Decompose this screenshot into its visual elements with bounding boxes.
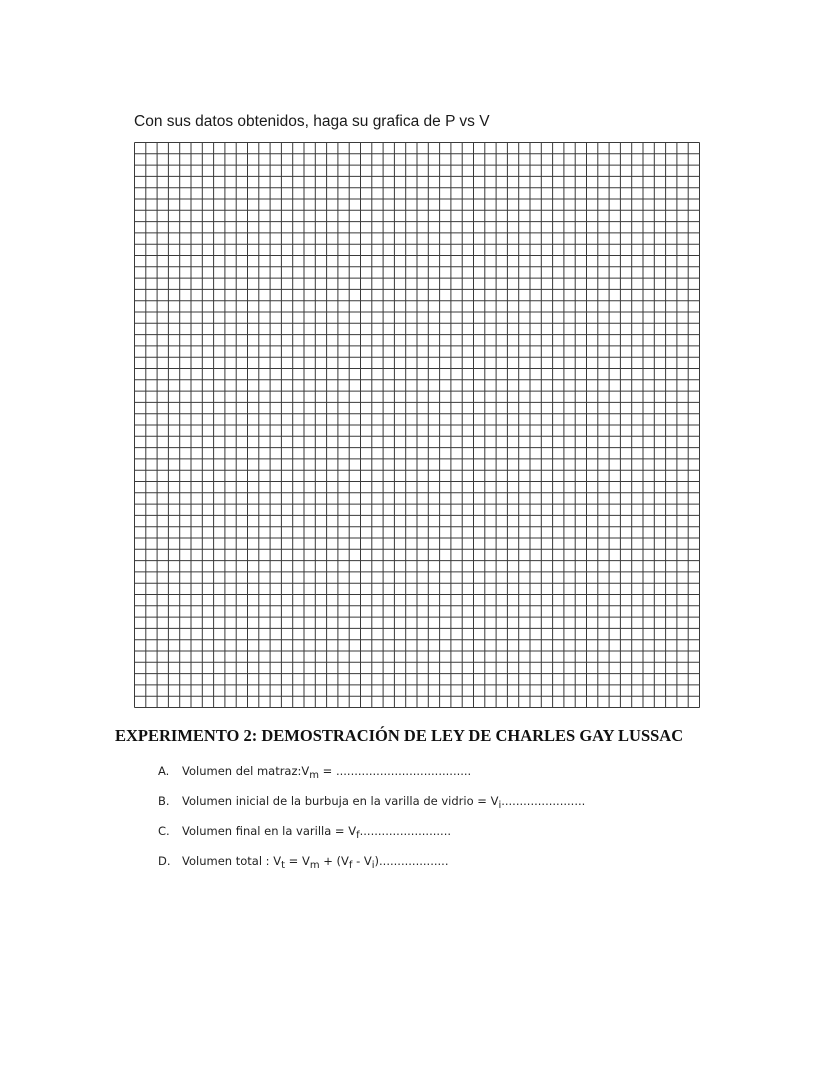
item-d-part: + (V — [319, 854, 349, 868]
item-c-suffix: ......................... — [359, 824, 452, 838]
item-d-part: i — [371, 860, 375, 871]
item-c-sub: f — [356, 830, 360, 841]
item-text-d — [182, 854, 449, 871]
item-b-suffix: ....................... — [501, 794, 586, 808]
item-d-part: f — [348, 860, 353, 871]
item-letter: A. — [158, 764, 170, 778]
item-a-prefix: Volumen del matraz:V — [182, 764, 310, 778]
item-text-c — [182, 824, 452, 841]
item-letter: B. — [158, 794, 170, 808]
item-text-a — [182, 764, 472, 781]
list-item-c — [158, 824, 585, 854]
item-a-suffix: = ..................................... — [319, 764, 472, 778]
item-d-part: - V — [352, 854, 372, 868]
graph-paper-grid — [134, 142, 700, 708]
graph-instruction: Con sus datos obtenidos, haga su grafica de P vs V — [134, 113, 490, 130]
section-heading: EXPERIMENTO 2: DEMOSTRACIÓN DE LEY DE CHARLES GAY LUSSAC — [115, 726, 684, 745]
item-letter: C. — [158, 824, 170, 838]
list-item-b — [158, 794, 585, 824]
item-a-sub: m — [309, 770, 320, 781]
list-item-d — [158, 854, 585, 884]
item-b-prefix: Volumen inicial de la burbuja en la varilla de vidrio = V — [182, 794, 499, 808]
item-text-b — [182, 794, 586, 811]
item-letter: D. — [158, 854, 171, 868]
item-d-part: m — [309, 860, 320, 871]
list-item-a — [158, 764, 585, 794]
item-c-prefix: Volumen final en la varilla = V — [182, 824, 357, 838]
item-d-part: Volumen total : V — [182, 854, 282, 868]
item-d-part: )................... — [374, 854, 449, 868]
item-d-part: t — [281, 860, 285, 871]
item-b-sub: i — [498, 800, 502, 811]
volume-list — [158, 764, 585, 884]
item-d-part: = V — [285, 854, 310, 868]
grid-svg — [134, 142, 700, 708]
